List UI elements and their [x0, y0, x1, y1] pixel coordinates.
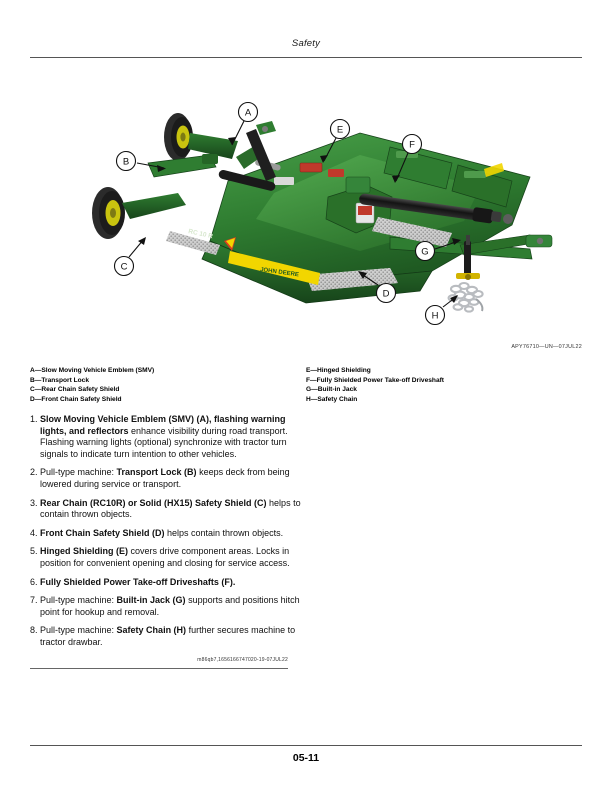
- list-item: [30, 625, 306, 648]
- callout-C: [115, 237, 147, 276]
- legend-item: B—Transport Lock: [30, 376, 89, 384]
- list-item-number: 2.: [30, 467, 38, 478]
- callout-label-F: F: [409, 139, 415, 151]
- legend-item: F—Fully Shielded Power Take-off Driveshaft: [306, 376, 445, 384]
- list-item: [30, 546, 306, 569]
- footer-divider: [30, 745, 582, 746]
- list-item-text: Pull-type machine: Built-in Jack (G) supports and positions hitch point for hookup and removal.: [40, 595, 300, 617]
- callout-label-G: G: [421, 246, 429, 258]
- list-item-number: 3.: [30, 497, 38, 508]
- callout-label-B: B: [122, 156, 130, 168]
- legend-item: E—Hinged Shielding: [306, 367, 371, 374]
- safety-feature-list: [30, 414, 306, 656]
- legend-item: G—Built-in Jack: [306, 386, 357, 394]
- list-item-number: 5.: [30, 546, 38, 557]
- legend-item: D—Front Chain Safety Shield: [30, 395, 122, 403]
- list-item: [30, 498, 306, 521]
- page-header-title: Safety: [291, 38, 321, 49]
- callout-label-E: E: [336, 124, 344, 136]
- figure-credit: APY76710—UN—07JUL22: [511, 344, 582, 350]
- list-item-number: 4.: [30, 527, 38, 538]
- callout-H: [426, 295, 459, 325]
- list-item-text: Hinged Shielding (E) covers drive component areas. Locks in position for convenient opening and closing for service access.: [40, 546, 290, 568]
- list-item-number: 1.: [30, 414, 38, 424]
- list-item-number: 7.: [30, 595, 38, 606]
- legend-column-left: [30, 366, 306, 404]
- legend-column-right: [306, 366, 582, 404]
- list-item-text: Pull-type machine: Safety Chain (H) further secures machine to tractor drawbar.: [40, 625, 296, 647]
- list-item: [30, 595, 306, 618]
- list-item: [30, 414, 306, 460]
- brand-text: JOHN DEERE: [259, 267, 300, 279]
- list-item: [30, 528, 306, 540]
- reference-code: m86qb7,1656166747020-19-07JUL22: [197, 657, 288, 663]
- callout-label-D: D: [382, 288, 390, 300]
- list-item-text: Rear Chain (RC10R) or Solid (HX15) Safety Shield (C) helps to contain thrown objects.: [40, 497, 301, 520]
- legend-item: C—Rear Chain Safety Shield: [30, 386, 120, 394]
- list-item-text: Slow Moving Vehicle Emblem (SMV) (A), flashing warning lights, and reflectors enhance visibility during road transport. Flashing warning lights (optional) synchronize with tractor turn signals to indicate turn intention to other vehicles.: [40, 414, 288, 459]
- reference-divider: [30, 668, 288, 669]
- machine-illustration: [60, 85, 600, 335]
- legend-item: H—Safety Chain: [306, 395, 358, 403]
- callout-label-A: A: [244, 107, 252, 119]
- list-item-text: Pull-type machine: Transport Lock (B) keeps deck from being lowered during service or transport.: [40, 467, 290, 489]
- list-item-text: Front Chain Safety Shield (D) helps contain thrown objects.: [40, 527, 284, 538]
- list-item-text: Fully Shielded Power Take-off Driveshafts (F).: [40, 576, 236, 587]
- callout-legend: [30, 366, 582, 404]
- list-item: [30, 577, 306, 589]
- legend-item: A—Slow Moving Vehicle Emblem (SMV): [30, 367, 155, 374]
- callout-label-C: C: [120, 261, 128, 273]
- gauge-wheel-rear-left: [92, 187, 125, 239]
- rotary-cutter-body: [92, 113, 552, 312]
- list-item: [30, 467, 306, 490]
- gauge-wheel-rear-right: [164, 113, 193, 161]
- list-item-number: 6.: [30, 576, 38, 587]
- list-item-number: 8.: [30, 625, 38, 636]
- header-divider: [30, 57, 582, 58]
- model-text: RC 10 R: [187, 228, 214, 241]
- callout-label-H: H: [431, 310, 439, 322]
- page-number: 05-11: [292, 752, 320, 764]
